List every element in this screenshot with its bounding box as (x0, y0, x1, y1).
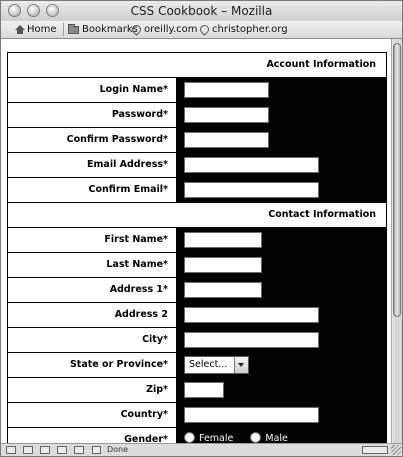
resize-handle[interactable] (391, 445, 401, 455)
bookmarks-button[interactable] (68, 23, 138, 36)
confirm-email-label: Confirm Email* (8, 178, 178, 202)
form-row-last-name (8, 253, 386, 278)
folder-icon (68, 26, 79, 34)
email-label: Email Address* (8, 153, 178, 177)
confirm-email-input[interactable] (184, 182, 319, 198)
title-bar (1, 1, 402, 22)
chat-icon[interactable] (74, 446, 84, 454)
mail-icon[interactable] (23, 446, 33, 454)
contact-section-header (8, 203, 386, 228)
email-input[interactable] (184, 157, 319, 173)
window-title: CSS Cookbook – Mozilla (130, 4, 273, 18)
page-content (1, 39, 391, 443)
link-icon (198, 23, 211, 36)
bookmark-christopher-label: christopher.org (212, 24, 288, 35)
status-text: Done (107, 445, 129, 454)
gender-female-radio[interactable] (184, 432, 195, 443)
toolbar-separator (63, 23, 64, 36)
login-name-label: Login Name* (8, 78, 178, 102)
password-label: Password* (8, 103, 178, 127)
first-name-label: First Name* (8, 228, 178, 252)
gender-female-label: Female (199, 433, 234, 443)
form-row-state (8, 353, 386, 378)
country-input[interactable] (184, 407, 319, 423)
bookmarks-toolbar (1, 21, 402, 39)
home-label: Home (27, 24, 57, 35)
chevron-down-icon (234, 357, 248, 373)
country-label: Country* (8, 403, 178, 427)
zip-label: Zip* (8, 378, 178, 402)
gender-options (184, 432, 302, 443)
account-section-title: Account Information (266, 59, 376, 70)
gender-label: Gender* (8, 428, 178, 443)
city-label: City* (8, 328, 178, 352)
account-section-header (8, 53, 386, 78)
state-label: State or Province* (8, 353, 178, 377)
vertical-scrollbar[interactable] (391, 39, 402, 443)
form-row-first-name (8, 228, 386, 253)
contact-section-title: Contact Information (268, 209, 376, 220)
composer-icon[interactable] (40, 446, 50, 454)
form-row-gender (8, 428, 386, 443)
form-row-address1 (8, 278, 386, 303)
form-row-confirm-email (8, 178, 386, 203)
form-row-city (8, 328, 386, 353)
form-row-login-name (8, 78, 386, 103)
login-name-input[interactable] (184, 82, 269, 98)
city-input[interactable] (184, 332, 319, 348)
status-bar (1, 443, 402, 457)
first-name-input[interactable] (184, 232, 262, 248)
home-button[interactable] (15, 23, 57, 36)
bookmark-christopher[interactable] (200, 23, 288, 36)
gender-male-radio[interactable] (250, 432, 261, 443)
home-icon (15, 25, 24, 34)
navigator-icon[interactable] (6, 446, 16, 454)
security-lock-icon (362, 446, 388, 454)
state-select[interactable] (184, 356, 249, 374)
scrollbar-thumb[interactable] (393, 43, 401, 317)
link-icon (130, 23, 143, 36)
form-row-password (8, 103, 386, 128)
confirm-password-label: Confirm Password* (8, 128, 178, 152)
gender-male-label: Male (265, 433, 288, 443)
form-row-address2 (8, 303, 386, 328)
bookmarks-label: Bookmarks (82, 24, 138, 35)
form-row-email (8, 153, 386, 178)
bookmark-oreilly-label: oreilly.com (144, 24, 198, 35)
address1-input[interactable] (184, 282, 262, 298)
bookmark-oreilly[interactable] (132, 23, 198, 36)
connection-icon (92, 446, 101, 454)
form-row-confirm-password (8, 128, 386, 153)
confirm-password-input[interactable] (184, 132, 269, 148)
zip-input[interactable] (184, 382, 224, 398)
state-select-value: Select... (189, 359, 228, 370)
registration-form (7, 52, 387, 443)
address2-label: Address 2 (8, 303, 178, 327)
form-row-zip (8, 378, 386, 403)
address1-label: Address 1* (8, 278, 178, 302)
address2-input[interactable] (184, 307, 319, 323)
last-name-input[interactable] (184, 257, 262, 273)
address-book-icon[interactable] (57, 446, 67, 454)
last-name-label: Last Name* (8, 253, 178, 277)
password-input[interactable] (184, 107, 269, 123)
form-row-country (8, 403, 386, 428)
